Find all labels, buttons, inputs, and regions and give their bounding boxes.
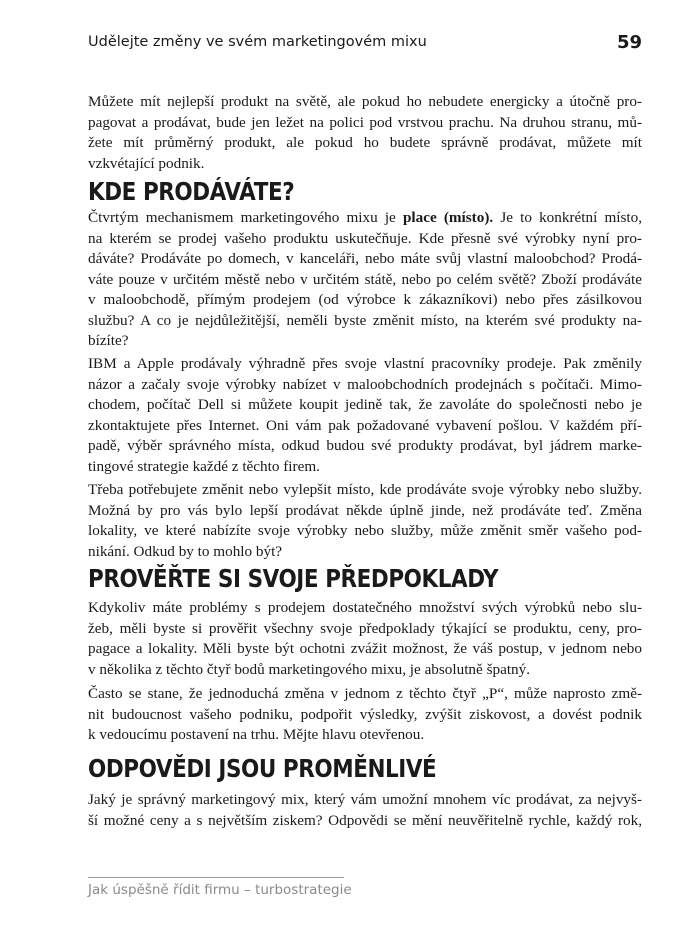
paragraph xyxy=(88,480,642,562)
paragraph-line: na kterém se prodej vašeho produktu uskutečňuje. Kde přesně své výrobky nyní pro- xyxy=(88,229,642,247)
paragraph-line: Jaký je správný marketingový mix, který vám umožní mnohem víc prodávat, za nejvyš- xyxy=(88,791,642,808)
footer-divider xyxy=(88,877,344,878)
paragraph-line: názor a začaly svoje výrobky nabízet v maloobchodních prodejnách s počítači. Mimo- xyxy=(88,375,642,393)
paragraph-line: tingové strategie každé z těchto firem. xyxy=(88,457,320,475)
paragraph xyxy=(88,598,642,680)
paragraph-line: Možná by pro vás bylo lepší prodávat někde úplně jinde, než prodáváte teď. Změna xyxy=(88,501,642,519)
paragraph-line: pagace a lokality. Měli byste být ochotni zvážit možnost, že váš postup, v jednom nebo xyxy=(88,640,642,657)
text: Je to konkrétní místo, xyxy=(493,209,642,226)
section-heading: KDE PRODÁVÁTE? xyxy=(88,177,295,206)
paragraph-line: ší možné ceny a s největším ziskem? Odpovědi se mění neuvěřitelně rychle, každý rok, xyxy=(88,811,642,829)
paragraph-line: Kdykoliv máte problémy s prodejem dostatečného množství svých výrobků nebo slu- xyxy=(88,599,642,616)
paragraph-line: chodem, počítač Dell si můžete koupit jedině tak, že zavoláte do společnosti nebo je xyxy=(88,396,642,413)
paragraph xyxy=(88,790,642,831)
paragraph-line: IBM a Apple prodávaly výhradně přes svoje vlastní pracovníky prodeje. Pak změnily xyxy=(88,355,642,372)
section-heading: PROVĚŘTE SI SVOJE PŘEDPOKLADY xyxy=(88,564,499,593)
paragraph-line: nit budoucnost vašeho podniku, podpořit výsledky, zvýšit ziskovost, a dovést podnik xyxy=(88,705,642,723)
paragraph-line: v maloobchodě, přímým prodejem (od výrobce k zákazníkovi) nebo přes zásilkovou xyxy=(88,291,642,308)
paragraph-line: nikání. Odkud by to mohlo být? xyxy=(88,542,283,560)
paragraph-line: žete mít průměrný produkt, ale pokud ho budete správně prodávat, můžete mít xyxy=(88,134,642,151)
paragraph-line: padě, výběr správného místa, odkud budou své produkty prodávat, byl jádrem marke- xyxy=(88,437,642,454)
paragraph-line xyxy=(88,208,642,229)
page-number: 59 xyxy=(616,32,642,53)
paragraph-line: dáváte? Prodáváte po domech, v kanceláři, nebo máte svůj vlastní maloobchod? Prodá- xyxy=(88,250,642,267)
paragraph-line: službu? A co je nejdůležitější, neměli byste změnit místo, na kterém své produkty na- xyxy=(88,311,642,329)
book-title-footer: Jak úspěšně řídit firmu – turbostrategie xyxy=(88,882,352,898)
text: Čtvrtým mechanismem marketingového mixu je xyxy=(88,209,403,226)
section-heading: ODPOVĚDI JSOU PROMĚNLIVÉ xyxy=(88,754,437,783)
paragraph xyxy=(88,684,642,746)
paragraph-lines xyxy=(88,229,642,352)
paragraph-line: Často se stane, že jednoduchá změna v jednom z těchto čtyř „P“, může naprosto změ- xyxy=(88,685,642,702)
bold-term: place (místo). xyxy=(402,209,494,226)
paragraph xyxy=(88,354,642,477)
paragraph-line: zkontaktujete přes Internet. Oni vám pak požadované vybavení pošlou. V každém pří- xyxy=(88,416,642,434)
paragraph-line: Třeba potřebujete změnit nebo vylepšit místo, kde prodáváte svoje výrobky nebo služby. xyxy=(88,481,642,498)
paragraph xyxy=(88,92,642,174)
paragraph-line: váte pouze v určitém městě nebo v určitém státě, nebo po celém světě? Zboží prodáváte xyxy=(88,270,642,288)
chapter-title: Udělejte změny ve svém marketingovém mixu xyxy=(88,34,427,50)
paragraph-line: v několika z těchto čtyř bodů marketingového mixu, je absolutně špatný. xyxy=(88,660,531,678)
paragraph-line: žeb, měli byste si prověřit všechny svoje předpoklady týkající se produktu, ceny, pro- xyxy=(88,619,642,637)
paragraph-line: vzkvétající podnik. xyxy=(88,154,205,172)
paragraph-line: Můžete mít nejlepší produkt na světě, ale pokud ho nebudete energicky a útočně pro- xyxy=(88,93,642,110)
paragraph-line: pagovat a prodávat, bude jen ležet na polici pod vrstvou prachu. Na druhou stranu, mů- xyxy=(88,113,642,131)
paragraph xyxy=(88,208,642,352)
paragraph-line: k vedoucímu postavení na trhu. Mějte hlavu otevřenou. xyxy=(88,726,425,743)
paragraph-line: lokality, ve které nabízíte svoje výrobky nebo služby, může změnit směr vašeho pod- xyxy=(88,522,642,539)
running-header xyxy=(88,32,642,53)
paragraph-line: bízíte? xyxy=(88,332,129,349)
